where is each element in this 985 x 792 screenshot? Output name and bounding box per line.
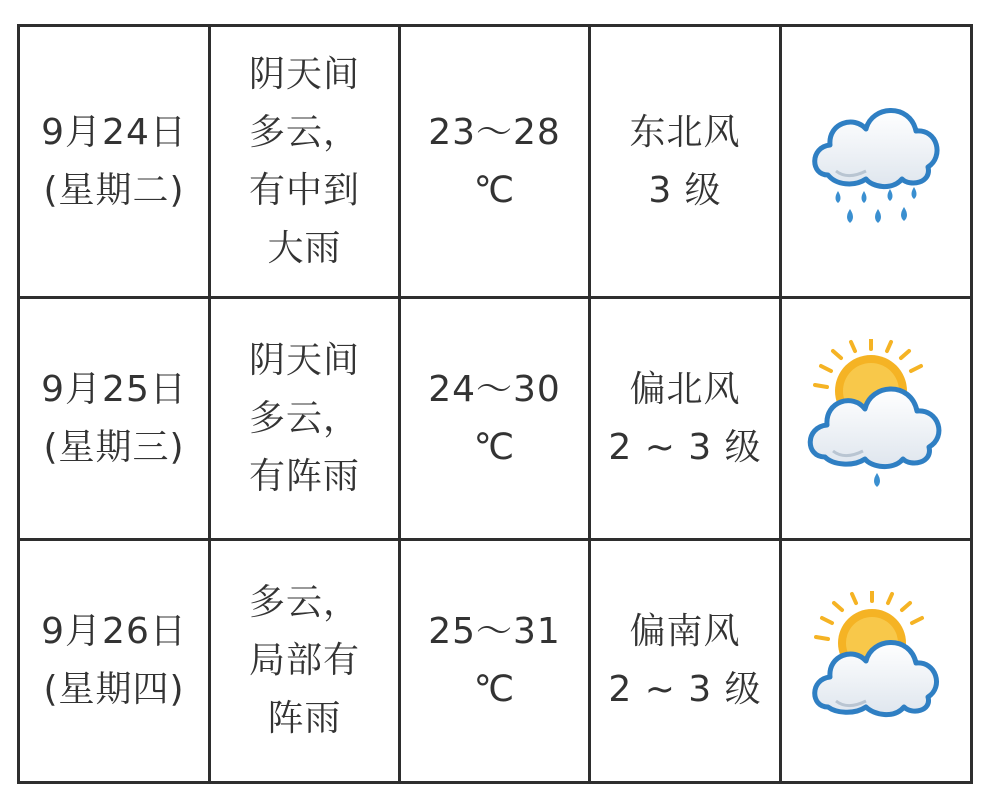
weather-text: 大雨 bbox=[267, 227, 342, 269]
weather-text: 多云， bbox=[248, 111, 360, 153]
weekday-text: (星期二) bbox=[43, 169, 185, 211]
temperature-unit: ℃ bbox=[473, 669, 516, 710]
weather-text: 多云， bbox=[248, 582, 360, 623]
cloud-rain-icon bbox=[806, 87, 946, 237]
weather-text: 有阵雨 bbox=[248, 455, 360, 497]
weather-cell bbox=[210, 298, 400, 540]
temperature-cell bbox=[400, 540, 590, 783]
forecast-table bbox=[17, 24, 973, 784]
wind-cell bbox=[590, 26, 781, 298]
temperature-cell bbox=[400, 298, 590, 540]
weather-text: 有中到 bbox=[248, 169, 360, 211]
wind-cell bbox=[590, 540, 781, 783]
weather-text: 阴天间 bbox=[248, 53, 360, 95]
table-row bbox=[19, 298, 972, 540]
wind-level: 2 ~ 3 级 bbox=[608, 426, 762, 468]
weather-text: 多云， bbox=[248, 397, 360, 439]
sun-cloud-icon bbox=[806, 591, 946, 731]
sun-cloud-rain-icon bbox=[801, 339, 951, 499]
weather-icon-cell bbox=[781, 298, 972, 540]
temperature-range: 25～31 bbox=[428, 611, 561, 652]
wind-direction: 偏南风 bbox=[629, 611, 741, 652]
date-text: 9月25日 bbox=[41, 368, 187, 410]
wind-cell bbox=[590, 298, 781, 540]
date-cell bbox=[19, 540, 210, 783]
weekday-text: (星期四) bbox=[43, 669, 185, 710]
weather-text: 阵雨 bbox=[267, 698, 342, 739]
temperature-range: 24～30 bbox=[428, 368, 561, 410]
weather-cell bbox=[210, 540, 400, 783]
temperature-unit: ℃ bbox=[473, 169, 516, 211]
wind-direction: 偏北风 bbox=[629, 368, 741, 410]
wind-level: 2 ~ 3 级 bbox=[608, 669, 762, 710]
temperature-cell bbox=[400, 26, 590, 298]
temperature-range: 23～28 bbox=[428, 111, 561, 153]
table-row bbox=[19, 540, 972, 783]
date-cell bbox=[19, 298, 210, 540]
date-text: 9月24日 bbox=[41, 111, 187, 153]
table-row bbox=[19, 26, 972, 298]
weather-text: 局部有 bbox=[248, 640, 360, 681]
weekday-text: (星期三) bbox=[43, 426, 185, 468]
date-cell bbox=[19, 26, 210, 298]
wind-level: 3 级 bbox=[648, 169, 722, 211]
wind-direction: 东北风 bbox=[629, 111, 741, 153]
temperature-unit: ℃ bbox=[473, 426, 516, 468]
weather-icon-cell bbox=[781, 540, 972, 783]
weather-icon-cell bbox=[781, 26, 972, 298]
date-text: 9月26日 bbox=[41, 611, 187, 652]
weather-cell bbox=[210, 26, 400, 298]
weather-text: 阴天间 bbox=[248, 339, 360, 381]
